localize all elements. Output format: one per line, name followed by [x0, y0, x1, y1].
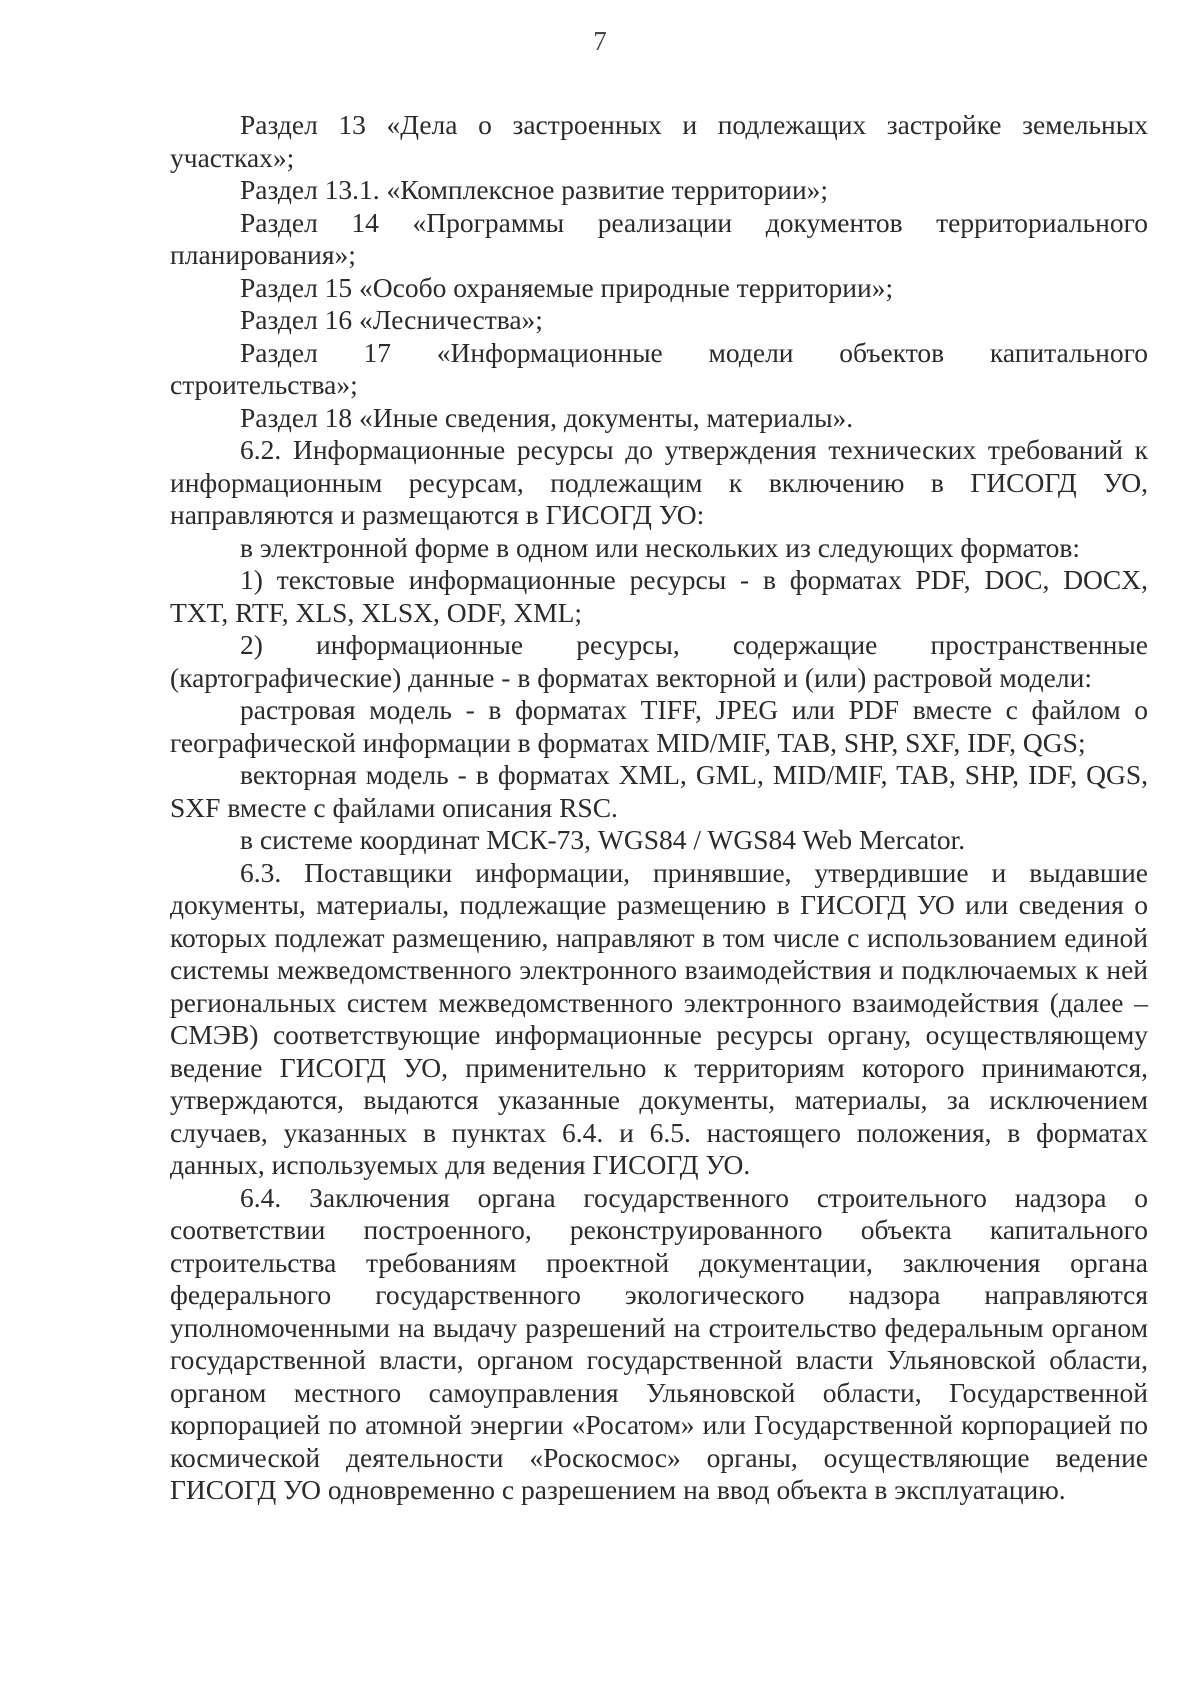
paragraph: Раздел 14 «Программы реализации документов территориального планирования»; [170, 206, 1148, 270]
paragraph: Раздел 15 «Особо охраняемые природные территории»; [240, 271, 894, 303]
paragraph: Раздел 17 «Информационные модели объектов капитального строительства»; [170, 336, 1148, 400]
paragraph: векторная модель - в форматах XML, GML, MID/MIF, TAB, SHP, IDF, QGS, SXF вместе с файлами описания RSC. [170, 759, 1148, 823]
paragraph: растровая модель - в форматах TIFF, JPEG или PDF вместе с файлом о географической информации в форматах MID/MIF, TAB, SHP, SXF, IDF, QGS; [170, 694, 1148, 758]
paragraph: 2) информационные ресурсы, содержащие пространственные (картографические) данные - в форматах векторной и (или) растровой модели: [170, 629, 1148, 693]
paragraph: 1) текстовые информационные ресурсы - в форматах PDF, DOC, DOCX, TXT, RTF, XLS, XLSX, ODF, XML; [170, 564, 1148, 628]
paragraph: 6.2. Информационные ресурсы до утверждения технических требований к информационным ресурсам, подлежащим к включению в ГИСОГД УО, направляются и размещаются в ГИСОГД УО: [170, 434, 1148, 530]
paragraph: в электронной форме в одном или нескольких из следующих форматов: [240, 531, 1080, 563]
paragraph: 6.3. Поставщики информации, принявшие, утвердившие и выдавшие документы, материалы, подлежащие размещению в ГИСОГД УО или сведения о которых подлежат размещению, направляют в том числе с использованием единой системы межведомственного электронного взаимодействия и подключаемых к ней региональных систем межведомственного электронного взаимодействия (далее – СМЭВ) соответствующие информационные ресурсы органу, осуществляющему ведение ГИСОГД УО, применительно к территориям которого принимаются, утверждаются, выдаются указанные документы, материалы, за исключением случаев, указанных в пунктах 6.4. и 6.5. настоящего положения, в форматах данных, используемых для ведения ГИСОГД УО. [170, 856, 1148, 1180]
paragraph: Раздел 18 «Иные сведения, документы, материалы». [240, 401, 854, 433]
paragraph: Раздел 13 «Дела о застроенных и подлежащих застройке земельных участках»; [170, 109, 1148, 173]
paragraph: в системе координат МСК-73, WGS84 / WGS84 Web Mercator. [240, 824, 966, 855]
document-body [170, 109, 1148, 1507]
page-number: 7 [593, 26, 607, 56]
paragraph: Раздел 16 «Лесничества»; [240, 304, 543, 335]
paragraph: Раздел 13.1. «Комплексное развитие территории»; [240, 174, 829, 205]
paragraph: 6.4. Заключения органа государственного строительного надзора о соответствии построенного, реконструированного объекта капитального строительства требованиям проектной документации, заключения органа федерального государственного экологического надзора направляются уполномоченными на выдачу разрешений на строительство федеральным органом государственной власти, органом государственной власти Ульяновской области, органом местного самоуправления Ульяновской области, Государственной корпорацией по атомной энергии «Росатом» или Государственной корпорацией по космической деятельности «Роскосмос» органы, осуществляющие ведение ГИСОГД УО одновременно с разрешением на ввод объекта в эксплуатацию. [170, 1181, 1148, 1505]
